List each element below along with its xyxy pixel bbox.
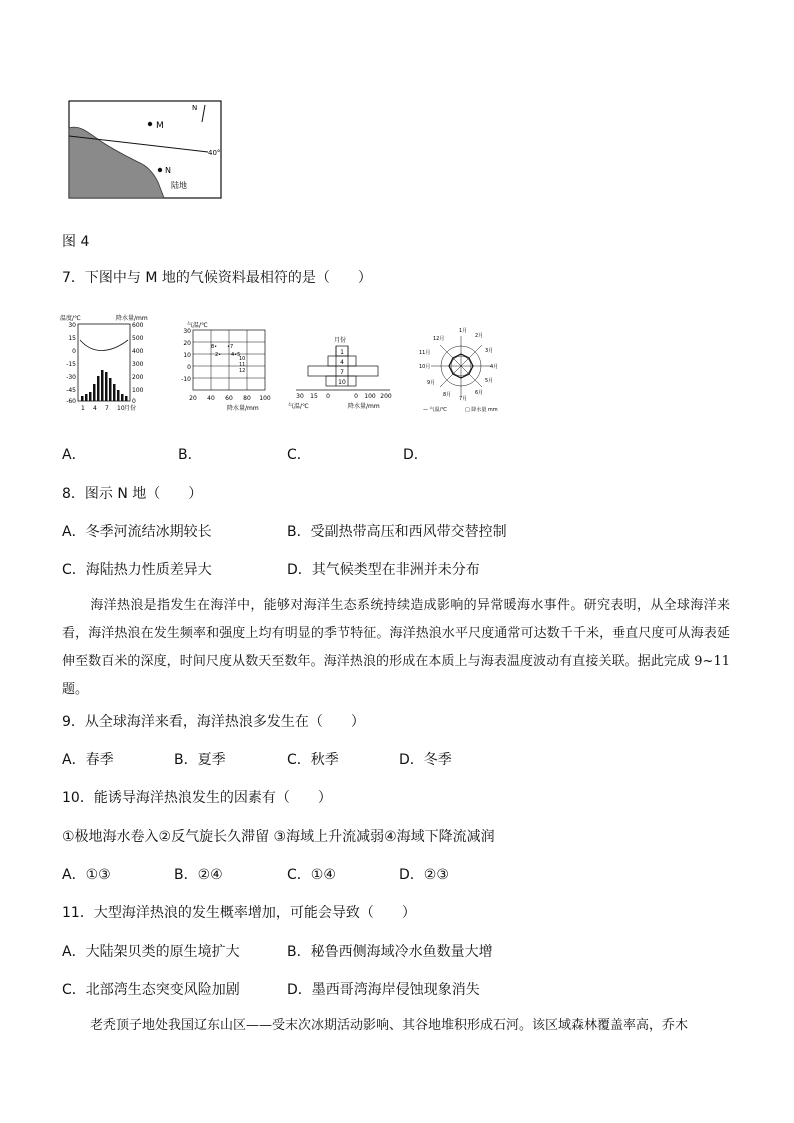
svg-text:气温/℃: 气温/℃ [187,322,208,329]
svg-text:200: 200 [380,393,392,400]
svg-text:8月: 8月 [443,392,452,398]
q11-option-b: B．秘鲁西侧海域冷水鱼数量大增 [287,944,493,960]
svg-text:□ 降水量 mm: □ 降水量 mm [465,407,498,413]
q10-option-d: D．②③ [399,867,449,883]
svg-text:80: 80 [243,395,251,402]
svg-text:9月: 9月 [427,380,436,386]
svg-text:N: N [165,166,171,175]
svg-text:-15: -15 [66,361,76,368]
svg-text:降水量/mm: 降水量/mm [227,405,259,412]
q7-option-a: A． [62,447,86,463]
q9-option-b: B．夏季 [174,752,226,768]
svg-text:-30: -30 [66,374,76,381]
svg-text:600: 600 [132,322,144,329]
point-n [158,168,162,172]
svg-text:20: 20 [183,340,191,347]
q10-option-a: A．①③ [62,867,111,883]
q8-option-b: B．受副热带高压和西风带交替控制 [287,524,507,540]
svg-text:0: 0 [326,393,330,400]
svg-text:4: 4 [340,359,344,366]
svg-text:60: 60 [225,395,233,402]
svg-text:6月: 6月 [475,390,484,396]
passage-marine-heatwave: 海洋热浪是指发生在海洋中，能够对海洋生态系统持续造成影响的异常暖海水事件。研究表明，从全球海洋来看，海洋热浪在发生频率和强度上均有明显的季节特征。海洋热浪水平尺度通常可达数千千米，垂直尺度可从海表延伸至数百米的深度，时间尺度从数天至数年。海洋热浪的形成在本质上与海表温度波动有直接关联。据此完成 9~11 题。 [62,598,730,697]
q7-option-c: C． [287,447,311,463]
question-11-stem: 11．大型海洋热浪的发生概率增加，可能会导致（ ） [62,905,416,921]
svg-text:— 气温/℃: — 气温/℃ [423,407,447,413]
climate-chart-d [415,322,505,414]
svg-text:降水量/mm: 降水量/mm [348,403,380,410]
svg-text:10: 10 [239,356,246,362]
svg-text:0: 0 [354,393,358,400]
question-7-stem: 7．下图中与 M 地的气候资料最相符的是（ ） [62,270,372,286]
question-9-stem: 9．从全球海洋来看，海洋热浪多发生在（ ） [62,714,365,730]
svg-text:300: 300 [132,361,144,368]
svg-text:10: 10 [338,379,346,386]
q9-option-d: D．冬季 [399,752,452,768]
svg-text:5月: 5月 [485,378,494,384]
climate-chart-b [175,318,275,414]
svg-text:12月: 12月 [433,336,445,342]
point-m [148,122,152,126]
question-10-stem: 10．能诱导海洋热浪发生的因素有（ ） [62,790,332,806]
svg-text:40: 40 [207,395,215,402]
svg-text:15: 15 [68,335,76,342]
svg-text:500: 500 [132,335,144,342]
passage-laotudingzi: 老秃顶子地处我国辽东山区——受末次冰期活动影响、其谷地堆积形成石河。该区域森林覆盖率高，乔木 [90,1018,689,1033]
figure-caption: 图 4 [62,234,90,250]
q11-option-d: D．墨西哥湾海岸侵蚀现象消失 [287,982,480,998]
svg-text:200: 200 [132,374,144,381]
map-figure [68,100,223,200]
svg-text:11月: 11月 [419,350,431,356]
svg-text:0: 0 [132,398,136,405]
q11-option-c: C．北部湾生态突变风险加剧 [62,982,240,998]
svg-text:月份: 月份 [334,337,347,344]
svg-text:100: 100 [259,395,271,402]
q10-option-b: B．②④ [174,867,223,883]
svg-text:11: 11 [239,362,246,368]
svg-text:7月: 7月 [459,396,468,402]
q8-option-a: A．冬季河流结冰期较长 [62,524,212,540]
svg-text:400: 400 [132,348,144,355]
q8-option-c: C．海陆热力性质差异大 [62,562,212,578]
svg-text:12: 12 [239,368,246,374]
svg-text:10月: 10月 [419,364,431,370]
svg-text:3月: 3月 [485,348,494,354]
svg-text:2月: 2月 [475,333,484,339]
svg-text:30: 30 [296,393,304,400]
q7-option-b: B． [178,447,202,463]
q11-option-a: A．大陆架贝类的原生境扩大 [62,944,240,960]
svg-text:1: 1 [81,405,85,412]
question-8-stem: 8．图示 N 地（ ） [62,486,203,502]
svg-text:温度/℃: 温度/℃ [60,315,81,322]
svg-text:-60: -60 [66,398,76,405]
svg-text:2•: 2• [215,352,222,358]
svg-text:0: 0 [72,348,76,355]
svg-text:100: 100 [364,393,376,400]
svg-text:8•: 8• [211,344,218,350]
svg-text:陆地: 陆地 [171,181,187,190]
svg-text:10: 10 [117,405,125,412]
svg-text:-10: -10 [181,376,191,383]
svg-text:气温/℃: 气温/℃ [288,403,309,410]
svg-text:4月: 4月 [490,364,499,370]
svg-text:30: 30 [183,328,191,335]
q10-factors: ①极地海水卷入②反气旋长久滞留 ③海域上升流减弱④海域下降流减润 [62,829,495,845]
svg-text:月份: 月份 [124,405,137,412]
q7-option-d: D． [403,447,428,463]
svg-text:1: 1 [340,349,344,356]
svg-text:1月: 1月 [459,328,468,334]
svg-text:4•5: 4•5 [231,352,241,358]
svg-text:40°: 40° [208,149,221,157]
q9-option-a: A．春季 [62,752,114,768]
q10-option-c: C．①④ [287,867,336,883]
svg-text:M: M [156,121,164,131]
svg-text:20: 20 [189,395,197,402]
temperature-curve [80,340,128,351]
svg-text:7: 7 [105,405,109,412]
svg-text:100: 100 [132,387,144,394]
svg-text:降水量/mm: 降水量/mm [116,315,148,322]
svg-text:7: 7 [340,369,344,376]
svg-text:0: 0 [187,364,191,371]
q9-option-c: C．秋季 [287,752,339,768]
svg-text:N: N [192,104,198,112]
svg-text:-45: -45 [66,387,76,394]
svg-text:4: 4 [93,405,97,412]
svg-text:15: 15 [310,393,318,400]
climate-chart-c [286,334,396,414]
svg-text:10: 10 [183,352,191,359]
svg-text:30: 30 [68,322,76,329]
climate-chart-a [58,314,158,414]
q8-option-d: D．其气候类型在非洲并未分布 [287,562,480,578]
svg-text:•7: •7 [227,344,234,350]
